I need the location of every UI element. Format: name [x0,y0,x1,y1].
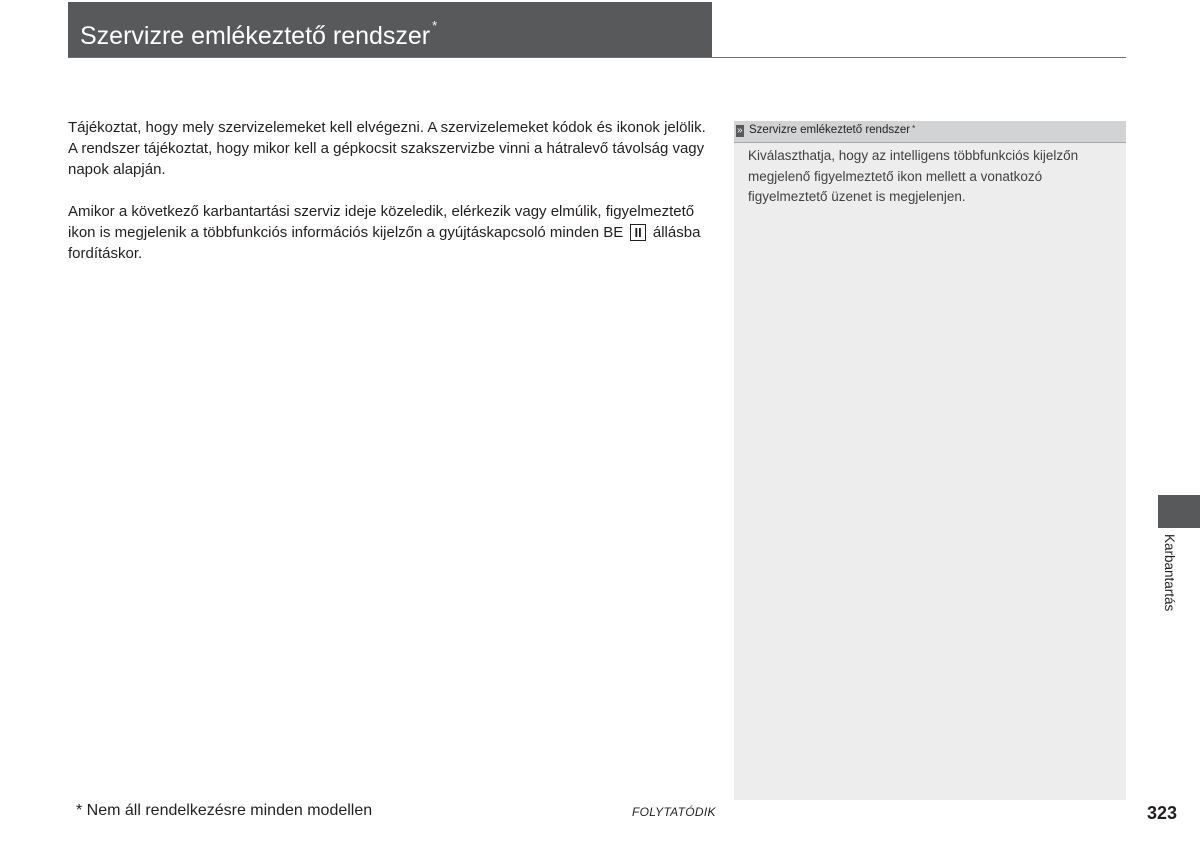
sidebar-note [734,121,1126,800]
sidebar-footnote-marker: * [912,124,916,133]
sidebar-heading-text [749,124,915,136]
header-divider [68,57,1126,58]
continued-label: FOLYTATÓDIK [632,805,716,819]
paragraph-intro: Tájékoztat, hogy mely szervizelemeket kell elvégezni. A szervizelemeket kódok és ikonok jelölik. A rendszer tájékoztat, hogy mikor kell a gépkocsit szakszervizbe vinni a hátralevő távolság vagy napok alapján. [68,119,706,178]
title-bar [68,2,712,58]
paragraph-warning-text: Amikor a következő karbantartási szerviz ideje közeledik, elérkezik vagy elmúlik, figyelmeztető ikon is megjelenik a többfunkciós információs kijelzőn a gyújtáskapcsoló minden BE [68,203,695,241]
paragraph-warning [68,201,718,264]
chapter-tab[interactable] [1158,495,1200,528]
page-title-text: Szervizre emlékeztető rendszer [80,22,431,50]
footnote: * Nem áll rendelkezésre minden modellen [76,802,373,819]
sidebar-body: Kiválaszthatja, hogy az intelligens többfunkciós kijelzőn megjelenő figyelmeztető ikon mellett a vonatkozó figyelmeztető üzenet is megjelenjen. [748,148,1079,204]
sidebar-heading-label: Szervizre emlékeztető rendszer [749,124,911,136]
double-chevron-right-icon: » [737,125,743,136]
page-title [80,18,438,51]
title-footnote-marker: * [432,18,438,33]
ignition-position-key: II [630,224,645,241]
chapter-tab-label: Karbantartás [1162,534,1177,612]
page-number: 323 [1147,803,1178,823]
sidebar-heading [734,121,1126,143]
paragraph-warning-tail: állásba fordításkor. [68,224,701,262]
main-content [68,117,718,285]
